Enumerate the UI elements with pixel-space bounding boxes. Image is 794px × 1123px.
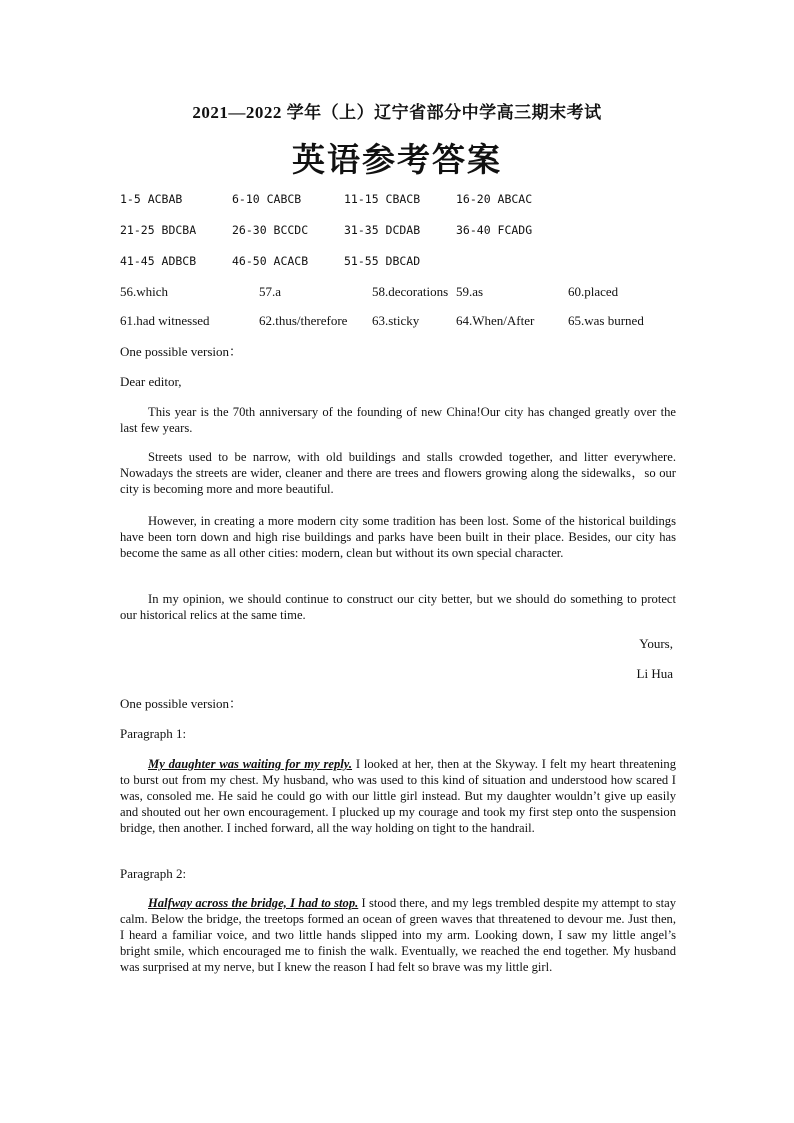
story-paragraph-2 bbox=[120, 895, 676, 975]
story-paragraph-1 bbox=[120, 756, 676, 836]
answer-item: 26-30 BCCDC bbox=[232, 223, 309, 237]
paragraph-2-label: Paragraph 2: bbox=[120, 866, 187, 881]
paragraph-2-lead-sentence: Halfway across the bridge, I had to stop. bbox=[148, 896, 359, 910]
answer-item: 41-45 ADBCB bbox=[120, 254, 197, 268]
letter-signature: Li Hua bbox=[636, 666, 673, 681]
answer-item: 51-55 DBCAD bbox=[344, 254, 421, 268]
paragraph-1-lead-sentence: My daughter was waiting for my reply. bbox=[148, 757, 353, 771]
page-title: 英语参考答案 bbox=[292, 143, 502, 179]
answer-item: 58.decorations bbox=[372, 284, 449, 299]
answer-item: 46-50 ACACB bbox=[232, 254, 309, 268]
letter-paragraph-2: Streets used to be narrow, with old buildings and stalls crowded together, and litter everywhere. Nowadays the streets are wider, cleaner and there are trees and flowers growing along the sidewalks，so our city is becoming more and more beautiful. bbox=[120, 450, 676, 496]
letter-paragraph-3: However, in creating a more modern city some tradition has been lost. Some of the historical buildings have been torn down and high rise buildings and parks have been built in their place. Besides, our city has become the same as all other cities: modern, clean but without its own special character. bbox=[120, 514, 676, 560]
answer-item: 65.was burned bbox=[568, 313, 644, 328]
answer-item: 21-25 BDCBA bbox=[120, 223, 197, 237]
paragraph-1-label: Paragraph 1: bbox=[120, 726, 187, 741]
answer-item: 16-20 ABCAC bbox=[456, 192, 533, 206]
exam-subtitle: 2021—2022 学年（上）辽宁省部分中学高三期末考试 bbox=[192, 103, 602, 122]
letter-intro: One possible version： bbox=[120, 344, 243, 359]
answer-item: 64.When/After bbox=[456, 313, 535, 328]
answer-item: 61.had witnessed bbox=[120, 313, 210, 328]
answer-item: 6-10 CABCB bbox=[232, 192, 302, 206]
letter-closing: Yours, bbox=[639, 636, 673, 651]
answer-item: 59.as bbox=[456, 284, 484, 299]
answer-item: 1-5 ACBAB bbox=[120, 192, 183, 206]
answer-item: 36-40 FCADG bbox=[456, 223, 533, 237]
answer-item: 60.placed bbox=[568, 284, 619, 299]
paragraph-1-body: I looked at her, then at the Skyway. I felt my heart threatening to burst out from my chest. My husband, who was used to this kind of situation and understood how scared I was, consoled me. He said he could go with our little girl instead. But my daughter wouldn’t give up easily and shouted out her own encouragement. I plucked up my courage and took my first step onto the suspension bridge, then another. I inched forward, all the way holding on tight to the handrail. bbox=[120, 757, 676, 835]
answer-item: 31-35 DCDAB bbox=[344, 223, 421, 237]
letter-salutation: Dear editor, bbox=[120, 374, 182, 389]
answer-item: 63.sticky bbox=[372, 313, 420, 328]
letter-paragraph-4: In my opinion, we should continue to construct our city better, but we should do something to protect our historical relics at the same time. bbox=[120, 592, 676, 622]
answer-item: 11-15 CBACB bbox=[344, 192, 421, 206]
letter-paragraph-1: This year is the 70th anniversary of the founding of new China!Our city has changed greatly over the last few years. bbox=[120, 405, 676, 435]
paragraph-2-body: I stood there, and my legs trembled despite my attempt to stay calm. Below the bridge, the treetops formed an ocean of green waves that threatened to devour me. Just then, I heard a familiar voice, and two little hands slipped into my arm. Looking down, I saw my little angel’s bright smile, which encouraged me to finish the walk. Eventually, we reached the end together. My husband was surprised at my nerve, but I knew the reason I had felt so brave was my little girl. bbox=[120, 896, 676, 974]
story-intro: One possible version： bbox=[120, 696, 243, 711]
answer-item: 56.which bbox=[120, 284, 169, 299]
answer-item: 57.a bbox=[259, 284, 282, 299]
answer-item: 62.thus/therefore bbox=[259, 313, 348, 328]
